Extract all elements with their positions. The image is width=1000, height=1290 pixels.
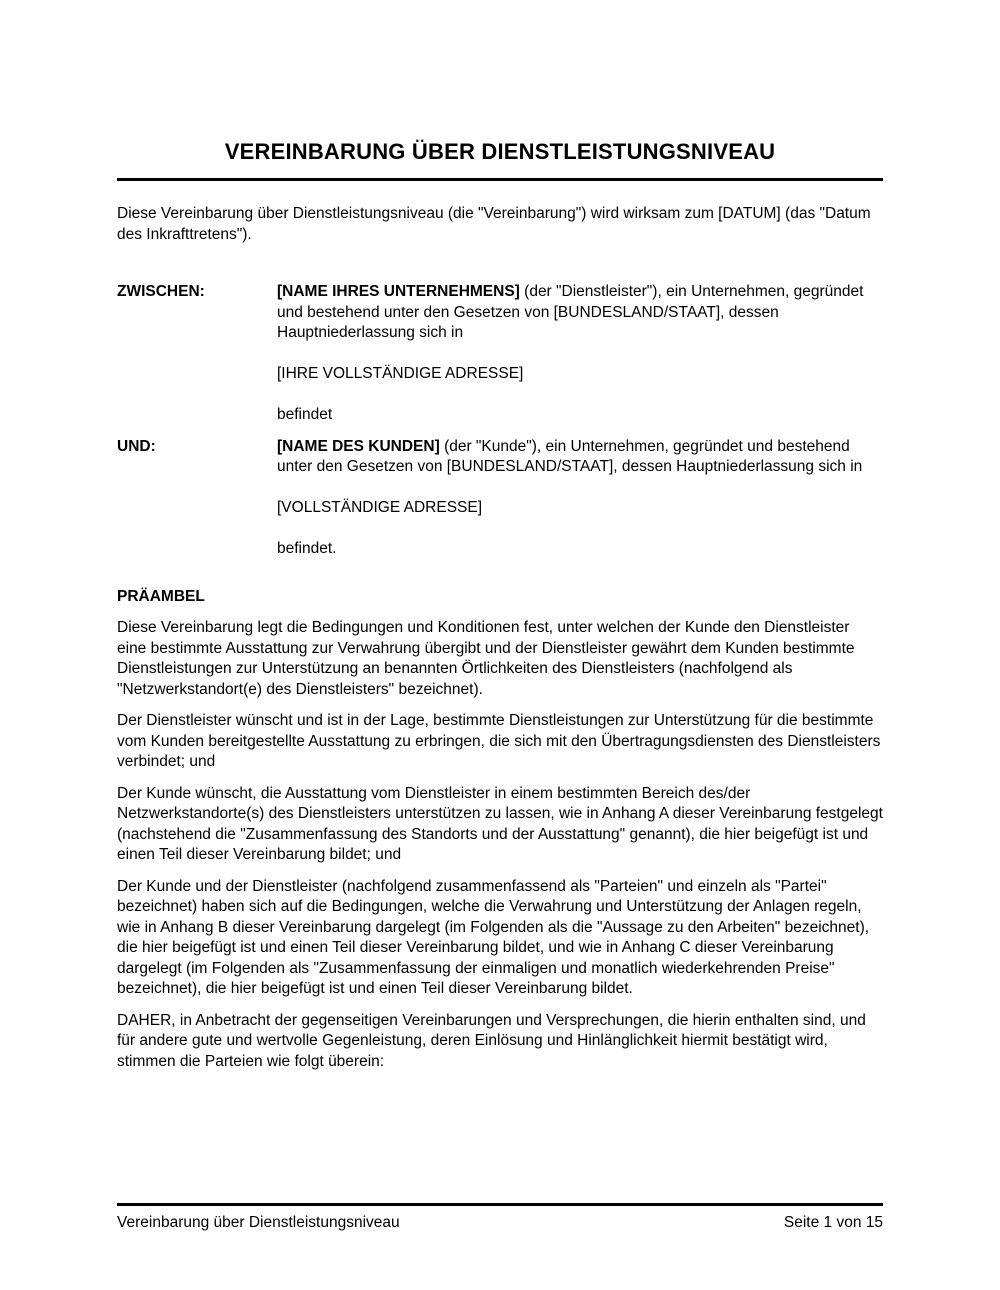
footer-document-title: Vereinbarung über Dienstleistungsniveau bbox=[117, 1214, 400, 1231]
body-paragraph: Der Kunde wünscht, die Ausstattung vom Dienstleister in einem bestimmten Bereich des/der Netzwerkstandorte(s) des Dienstleisters unterstützen zu lassen, wie in Anhang A dieser Vereinbarung festgelegt (nachstehend die "Zusammenfassung des Standorts und der Ausstattung" genannt), die hier beigefügt ist und einen Teil dieser Vereinbarung bildet; und bbox=[117, 784, 883, 863]
intro-paragraph: Diese Vereinbarung über Dienstleistungsniveau (die "Vereinbarung") wird wirksam zum [DATUM] (das "Datum des Inkrafttretens"). bbox=[117, 205, 871, 243]
party-suffix: befindet bbox=[277, 406, 333, 423]
party-content bbox=[277, 437, 883, 560]
footer-divider bbox=[117, 1203, 883, 1206]
body-paragraph: Diese Vereinbarung legt die Bedingungen und Konditionen fest, unter welchen der Kunde den Dienstleister eine bestimmte Ausstattung zur Verwahrung übergibt und der Dienstleister gewährt dem Kunden bestimmte Dienstleistungen zur Unterstützung an benannten Örtlichkeiten des Dienstleisters (nachfolgend als "Netzwerkstandort(e) des Dienstleisters" bezeichnet). bbox=[117, 619, 855, 698]
page-title: VEREINBARUNG ÜBER DIENSTLEISTUNGSNIVEAU bbox=[224, 139, 776, 164]
party-description-text: (der "Kunde"), ein Unternehmen, gegründet und bestehend unter den Gesetzen von [BUNDESLAND/STAAT], dessen Hauptniederlassung sich in bbox=[277, 437, 863, 475]
party-name: [NAME DES KUNDEN] bbox=[277, 437, 440, 455]
body-paragraph: Der Dienstleister wünscht und ist in der Lage, bestimmte Dienstleistungen zur Unterstützung für die bestimmte vom Kunden bereitgestellte Ausstattung zu erbringen, die sich mit den Übertragungsdiensten des Dienstleisters verbindet; und bbox=[117, 712, 881, 770]
party-description bbox=[277, 437, 883, 478]
party-block-provider bbox=[117, 282, 883, 426]
party-label: UND: bbox=[117, 437, 156, 455]
party-name: [NAME IHRES UNTERNEHMENS] bbox=[277, 283, 520, 300]
title-divider bbox=[117, 178, 883, 181]
party-address: [VOLLSTÄNDIGE ADRESSE] bbox=[277, 499, 483, 516]
party-label: ZWISCHEN: bbox=[117, 283, 205, 300]
party-address: [IHRE VOLLSTÄNDIGE ADRESSE] bbox=[277, 365, 524, 382]
party-suffix: befindet. bbox=[277, 540, 337, 557]
page-footer bbox=[117, 1203, 883, 1234]
body-paragraph: Der Kunde und der Dienstleister (nachfolgend zusammenfassend als "Parteien" und einzeln als "Partei" bezeichnet) haben sich auf die Bedingungen, welche die Verwahrung und Unterstützung der Anlagen regeln, wie in Anhang B dieser Vereinbarung dargelegt (im Folgenden als die "Aussage zu den Arbeiten" bezeichnet), die hier beigefügt ist und einen Teil dieser Vereinbarung bildet, und wie in Anhang C dieser Vereinbarung dargelegt (im Folgenden als "Zusammenfassung der einmaligen und monatlich wiederkehrenden Preise" bezeichnet), die hier beigefügt ist und einen Teil dieser Vereinbarung bildet. bbox=[117, 877, 870, 997]
preamble-heading: PRÄAMBEL bbox=[117, 587, 205, 605]
party-description-text: (der "Dienstleister"), ein Unternehmen, gegründet und bestehend unter den Gesetzen von [BUNDESLAND/STAAT], dessen Hauptniederlassung sich in bbox=[277, 283, 864, 341]
footer-row bbox=[117, 1213, 883, 1234]
body-paragraph: DAHER, in Anbetracht der gegenseitigen Vereinbarungen und Versprechungen, die hierin enthalten sind, und für andere gute und wertvolle Gegenleistung, deren Einlösung und Hinlänglichkeit hiermit bestätigt wird, stimmen die Parteien wie folgt überein: bbox=[117, 1011, 866, 1070]
footer-page-number: Seite 1 von 15 bbox=[783, 1214, 883, 1231]
party-content bbox=[277, 282, 883, 426]
party-block-customer bbox=[117, 437, 883, 560]
party-description bbox=[277, 282, 883, 344]
